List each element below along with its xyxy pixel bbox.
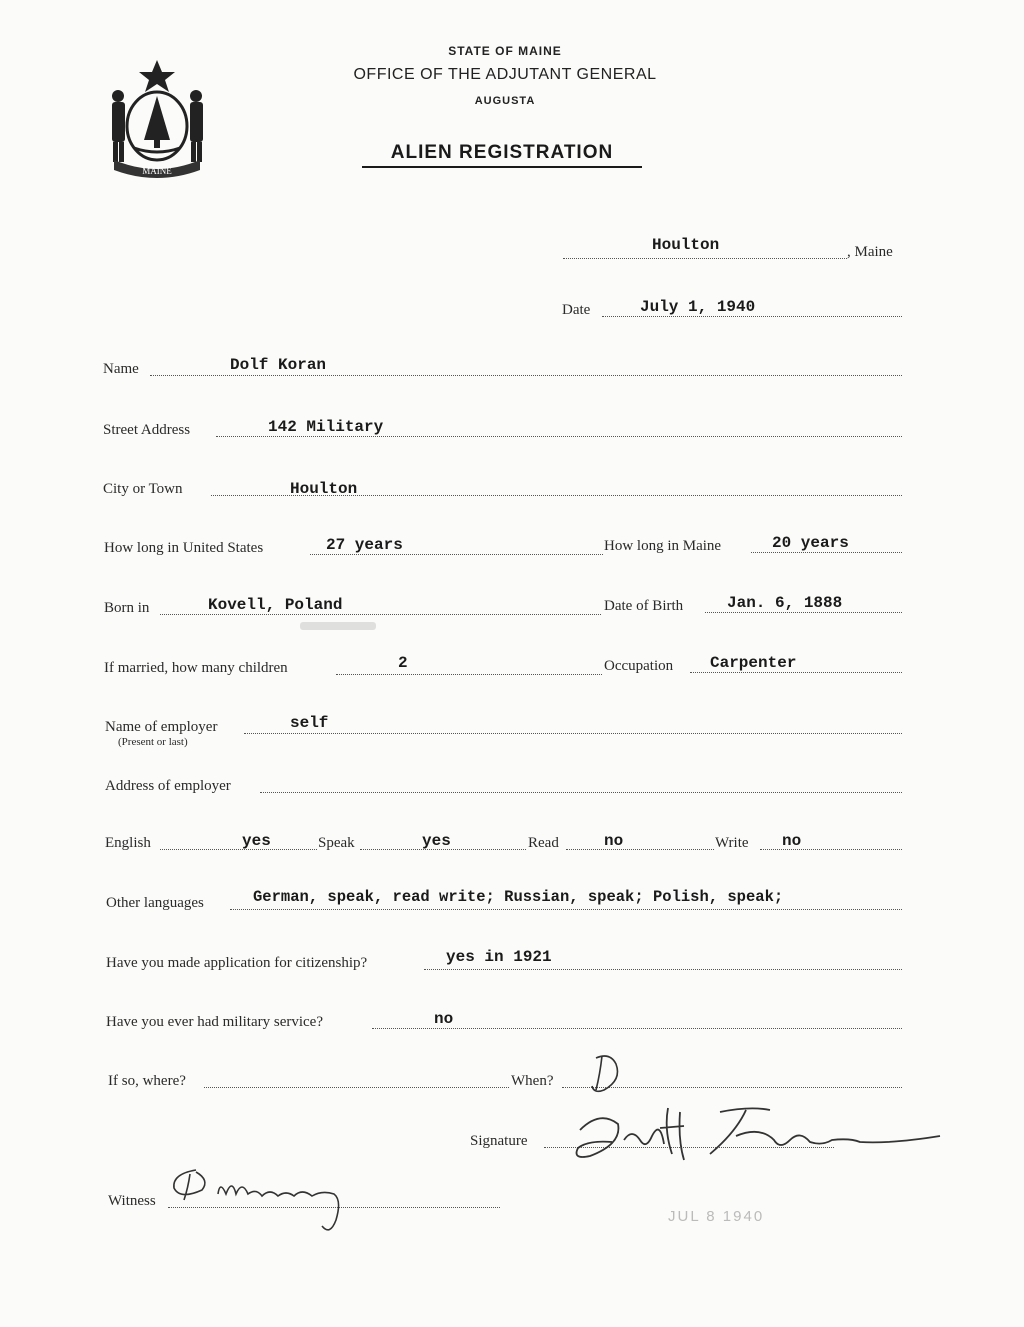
military-label: Have you ever had military service? (106, 1014, 323, 1030)
initial-scrawl (586, 1050, 630, 1096)
born-in-value: Kovell, Poland (208, 596, 343, 614)
location-value: Houlton (652, 236, 720, 254)
street-value: 142 Military (268, 418, 384, 436)
seal-text: MAINE (142, 166, 172, 176)
maine-state-seal (104, 56, 210, 180)
applicant-signature (560, 1100, 950, 1170)
form-title: ALIEN REGISTRATION (362, 142, 642, 168)
other-languages-value: German, speak, read write; Russian, speak; Polish, speak; (253, 888, 784, 906)
employer-sublabel: (Present or last) (118, 736, 188, 748)
how-long-maine-value: 20 years (772, 534, 849, 552)
citizenship-label: Have you made application for citizenship? (106, 955, 368, 971)
date-value: July 1, 1940 (640, 298, 756, 316)
military-value: no (434, 1010, 454, 1028)
english-label: English (105, 835, 151, 851)
date-label: Date (562, 302, 591, 318)
how-long-maine-label: How long in Maine (604, 538, 722, 554)
city-value: Houlton (290, 480, 358, 498)
smudge-mark (300, 622, 376, 630)
witness-label: Witness (108, 1193, 156, 1209)
occupation-value: Carpenter (710, 654, 797, 672)
speak-value: yes (422, 832, 451, 850)
witness-signature (166, 1160, 366, 1240)
born-in-label: Born in (104, 600, 150, 616)
write-value: no (782, 832, 802, 850)
where-label: If so, where? (108, 1073, 186, 1089)
location-suffix: , Maine (847, 244, 893, 260)
employer-value: self (290, 714, 329, 732)
when-label: When? (511, 1073, 554, 1089)
how-long-us-value: 27 years (326, 536, 403, 554)
speak-label: Speak (318, 835, 355, 851)
name-label: Name (103, 361, 139, 377)
signature-label: Signature (470, 1133, 528, 1149)
read-label: Read (528, 835, 559, 851)
office-heading: OFFICE OF THE ADJUTANT GENERAL (353, 66, 657, 83)
children-label: If married, how many children (104, 660, 288, 676)
english-value: yes (242, 832, 271, 850)
state-heading: STATE OF MAINE (448, 44, 562, 58)
write-label: Write (715, 835, 749, 851)
occupation-label: Occupation (604, 658, 674, 674)
employer-address-label: Address of employer (105, 778, 231, 794)
how-long-us-label: How long in United States (104, 540, 264, 556)
children-value: 2 (398, 654, 408, 672)
other-languages-label: Other languages (106, 895, 204, 911)
employer-label: Name of employer (105, 719, 218, 735)
dob-label: Date of Birth (604, 598, 684, 614)
name-value: Dolf Koran (230, 356, 327, 374)
received-stamp: JUL 8 1940 (668, 1208, 765, 1225)
read-value: no (604, 832, 624, 850)
city-label: City or Town (103, 481, 183, 497)
dob-value: Jan. 6, 1888 (727, 594, 843, 612)
street-label: Street Address (103, 422, 191, 438)
citizenship-value: yes in 1921 (446, 948, 552, 966)
city-heading: AUGUSTA (474, 95, 536, 107)
